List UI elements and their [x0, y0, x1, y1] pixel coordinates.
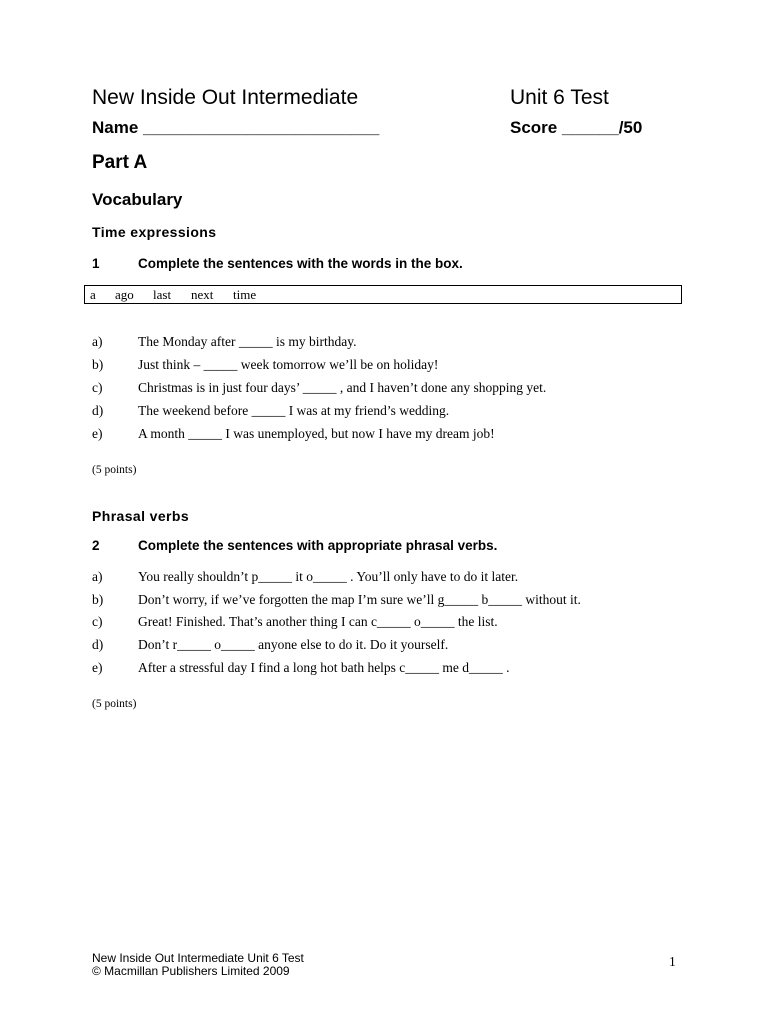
- word-box-item: time: [233, 287, 257, 302]
- item-sentence: After a stressful day I find a long hot bath helps c_____ me d_____ .: [138, 660, 510, 675]
- exercise-number: 2: [92, 538, 100, 553]
- item-sentence: A month _____ I was unemployed, but now I have my dream job!: [138, 426, 495, 441]
- part-title: Part A: [92, 152, 148, 173]
- item-sentence: You really shouldn’t p_____ it o_____ . You’ll only have to do it later.: [138, 569, 519, 584]
- course-title: New Inside Out Intermediate: [92, 86, 359, 109]
- item-letter: b): [92, 357, 104, 372]
- unit-title: Unit 6 Test: [510, 86, 609, 109]
- word-box-item: a: [90, 287, 96, 302]
- item-sentence: Great! Finished. That’s another thing I can c_____ o_____ the list.: [138, 614, 498, 629]
- item-sentence: The weekend before _____ I was at my friend’s wedding.: [138, 403, 450, 418]
- subsection-title-phrasal-verbs: Phrasal verbs: [92, 508, 190, 524]
- exercise-instruction: Complete the sentences with appropriate phrasal verbs.: [138, 538, 498, 553]
- points-label: (5 points): [92, 464, 137, 476]
- page-number: 1: [669, 954, 676, 969]
- footer-copyright: © Macmillan Publishers Limited 2009: [92, 964, 290, 978]
- exercise-number: 1: [92, 256, 100, 271]
- word-box-item: ago: [115, 287, 134, 302]
- item-sentence: Don’t r_____ o_____ anyone else to do it. Do it yourself.: [138, 637, 449, 652]
- subsection-title-time-expressions: Time expressions: [92, 224, 217, 240]
- item-letter: a): [92, 569, 103, 584]
- item-letter: e): [92, 426, 103, 441]
- item-letter: d): [92, 403, 104, 418]
- item-sentence: The Monday after _____ is my birthday.: [138, 334, 357, 349]
- item-letter: b): [92, 592, 104, 607]
- item-sentence: Just think – _____ week tomorrow we’ll be on holiday!: [138, 357, 439, 372]
- section-title: Vocabulary: [92, 190, 183, 209]
- item-sentence: Christmas is in just four days’ _____ , and I haven’t done any shopping yet.: [138, 380, 547, 395]
- word-box: [84, 285, 682, 304]
- name-field-label: Name _________________________: [92, 118, 380, 137]
- exercise-instruction: Complete the sentences with the words in the box.: [138, 256, 463, 271]
- points-label: (5 points): [92, 698, 137, 710]
- item-letter: d): [92, 637, 104, 652]
- score-field-label: Score ______/50: [510, 118, 643, 137]
- word-box-item: next: [191, 287, 214, 302]
- item-letter: c): [92, 380, 103, 395]
- word-box-item: last: [153, 287, 172, 302]
- item-letter: a): [92, 334, 103, 349]
- footer-title: New Inside Out Intermediate Unit 6 Test: [92, 951, 304, 965]
- item-sentence: Don’t worry, if we’ve forgotten the map I’m sure we’ll g_____ b_____ without it.: [138, 592, 581, 607]
- item-letter: e): [92, 660, 103, 675]
- item-letter: c): [92, 614, 103, 629]
